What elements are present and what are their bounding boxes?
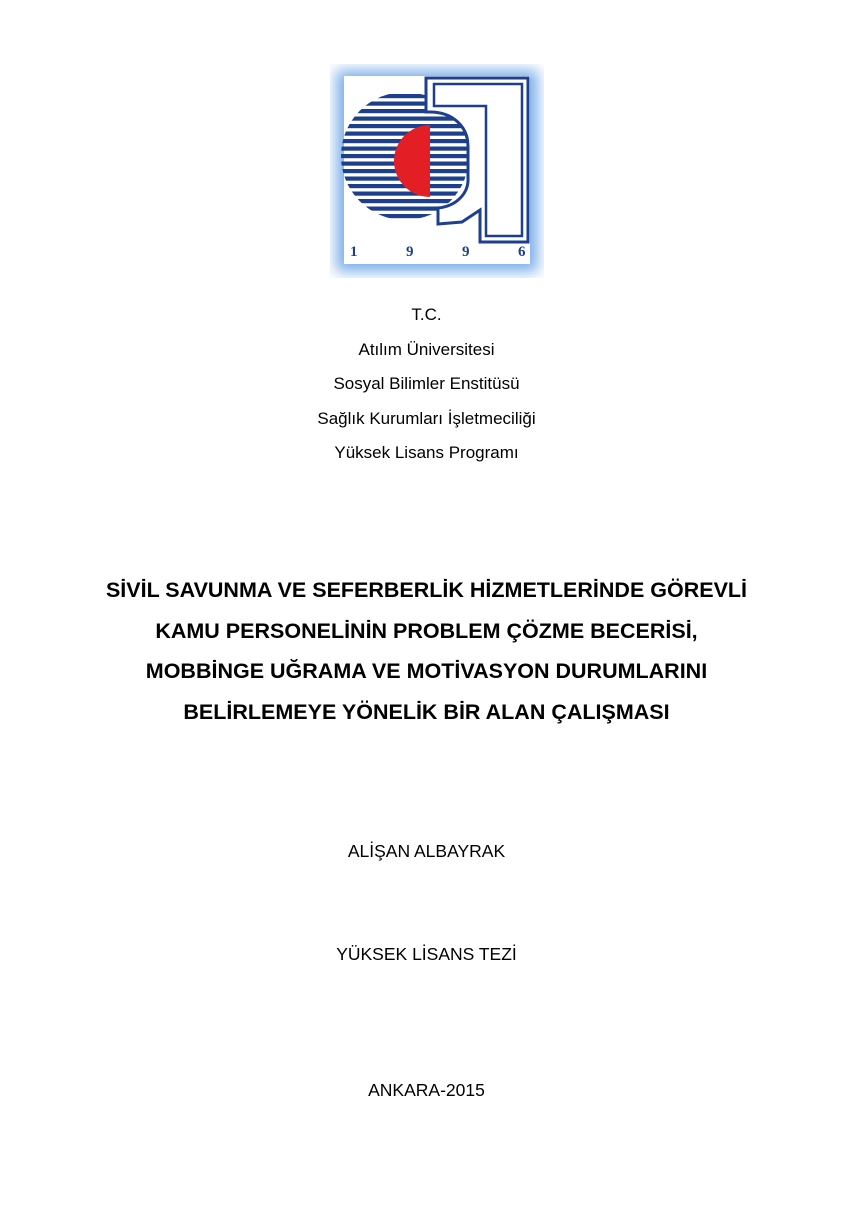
logo-emblem-icon	[330, 64, 544, 278]
logo-year-digit: 9	[406, 244, 414, 260]
thesis-title-line: KAMU PERSONELİNİN PROBLEM ÇÖZME BECERİSİ,	[155, 618, 698, 643]
institution-line-program: Yüksek Lisans Programı	[334, 443, 519, 462]
thesis-title-line: MOBBİNGE UĞRAMA VE MOTİVASYON DURUMLARINI	[145, 659, 708, 683]
institution-block	[0, 298, 853, 471]
institution-line-institute: Sosyal Bilimler Enstitüsü	[333, 374, 520, 393]
thesis-title-line: BELİRLEMEYE YÖNELİK BİR ALAN ÇALIŞMASI	[183, 699, 670, 724]
degree-type: YÜKSEK LİSANS TEZİ	[336, 944, 517, 964]
institution-line-country: T.C.	[411, 305, 442, 324]
logo-year-digit: 1	[350, 244, 358, 260]
logo-year-digit: 6	[518, 244, 526, 260]
institution-line-department: Sağlık Kurumları İşletmeciliği	[317, 408, 536, 428]
university-logo	[330, 64, 544, 278]
institution-line-university: Atılım Üniversitesi	[358, 339, 495, 359]
author-name: ALİŞAN ALBAYRAK	[347, 841, 506, 861]
thesis-title-line: SİVİL SAVUNMA VE SEFERBERLİK HİZMETLERİNDE GÖREVLİ	[105, 578, 748, 602]
logo-year-digit: 9	[462, 244, 470, 260]
thesis-title	[60, 570, 793, 732]
place-year: ANKARA-2015	[368, 1080, 485, 1100]
